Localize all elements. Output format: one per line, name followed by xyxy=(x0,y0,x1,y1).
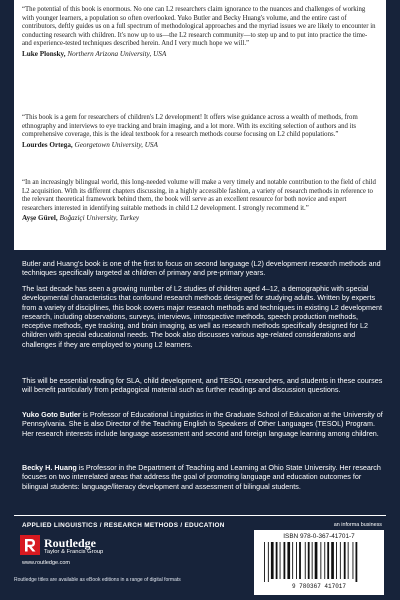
endorsement-2: “This book is a gem for researchers of children's L2 development! It offers wise guidance across a wealth of methods, from ethnography and interviews to eye tracking and brain imaging, and a lot more. With its exciting selection of authors and its comprehensive coverage, this is the ideal textbook for a research methods course focusing on L2 child populations.” Lourdes Ortega, Georgetown University, USA xyxy=(22,114,378,149)
description-para-3: This will be essential reading for SLA, child development, and TESOL researchers, and students in these courses will benefit particularly from pedagogical material such as further readings and discussion questions. xyxy=(22,376,383,395)
barcode-bar xyxy=(305,542,306,579)
endorsements-panel xyxy=(14,0,386,250)
endorsement-affiliation: Northern Arizona University, USA xyxy=(67,49,167,58)
barcode-bar xyxy=(356,542,358,582)
description-para-2: The last decade has seen a growing number of L2 studies of children aged 4–12, a demographic with special developmental characteristics that confound research methods designed for studying adults. Written by experts from a variety of disciplines, this book covers major research methods and techniques in existing L2 development research, including observations, surveys, interviews, introspective methods, speech production methods, receptive methods, eye tracking, and brain imaging, as well as research methods specifically designed for L2 children with special educational needs. The book also discusses various age-related considerations and challenges if they are employed to young L2 learners. xyxy=(22,284,382,349)
barcode-bar xyxy=(348,542,349,579)
ebook-note: Routledge titles are available as eBook editions in a range of digital formats xyxy=(14,577,181,583)
barcode-bar xyxy=(353,542,354,579)
endorsement-text: “This book is a gem for researchers of children's L2 development! It offers wise guidance across a wealth of methods, from ethnography and interviews to eye tracking and brain imaging, and a lot more. With its exciting selection of authors and its comprehensive coverage, this is the ideal textbook for a research methods course focusing on L2 child populations.” xyxy=(22,114,358,139)
barcode-bar xyxy=(320,542,321,579)
barcode-bar xyxy=(287,542,290,579)
endorsement-text: “The potential of this book is enormous. No one can L2 researchers claim ignorance to the nuances and challenges of working with younger learners, a population so often overlooked. Yuko Butler and Becky Huang's volume, and the entire cast of contributors, deftly guides us on a full spectrum of methodological approaches and the myriad issues we are likely to encounter in conducting research with children. It's now up to us—the L2 research community—to step up and to put into practice the time- and experience-tested techniques described herein. And I very much hope we will.” xyxy=(22,6,376,48)
author-bio-1 xyxy=(22,410,384,438)
barcode-bar xyxy=(340,542,341,579)
divider xyxy=(14,515,386,516)
endorsement-3: “In an increasingly bilingual world, this long-needed volume will make a very timely and notable contribution to the field of child L2 acquisition. With its different chapters discussing, in a highly accessible fashion, a variety of research methods in reference to the relevant theoretical framework behind them, the book will serve as an excellent resource for both novice and expert researchers interested in identifying suitable methods in child L2 development. I strongly recommend it.” Ayşe Gürel, Boğaziçi University, Turkey xyxy=(22,179,378,223)
endorsement-name: Ayşe Gürel xyxy=(22,214,56,223)
subject-categories: APPLIED LINGUISTICS / RESEARCH METHODS / EDUCATION xyxy=(22,522,225,529)
barcode-bar xyxy=(264,542,265,582)
barcode-bar xyxy=(327,542,329,579)
informa-tagline: an informa business xyxy=(333,522,382,528)
routledge-logo xyxy=(20,533,130,557)
author-name: Becky H. Huang xyxy=(22,463,77,472)
author-bio-text: is Professor in the Department of Teaching and Learning at Ohio State University. Her research focuses on two interrelated areas that address the goal of promoting language and education outcomes for bilingual students: language/literacy development and assessment of bilingual students. xyxy=(22,463,381,491)
publisher-group: Taylor & Francis Group xyxy=(44,549,104,555)
endorsement-affiliation: Boğaziçi University, Turkey xyxy=(59,214,140,223)
barcode-area xyxy=(254,530,384,595)
barcode-bar xyxy=(336,542,337,579)
publisher-website: www.routledge.com xyxy=(22,560,70,566)
barcode-bar xyxy=(271,542,274,579)
barcode-bar xyxy=(284,542,286,579)
author-name: Yuko Goto Butler xyxy=(22,410,81,419)
author-bio-text: is Professor of Educational Linguistics in the Graduate School of Education at the University of Pennsylvania. She is also Director of the Teaching English to Speakers of Other Languages (TESOL) Program. Her research interests include language assessment and second and foreign language learning among children. xyxy=(22,410,383,438)
barcode-bar xyxy=(331,542,334,579)
barcode-bar xyxy=(296,542,297,579)
isbn-label: ISBN 978-0-367-41701-7 xyxy=(283,533,355,540)
barcode-bar xyxy=(292,542,293,579)
barcode-bar xyxy=(312,542,313,579)
endorsement-name: Lourdes Ortega xyxy=(22,140,71,149)
barcode-bar xyxy=(268,542,269,582)
routledge-logo-icon xyxy=(20,535,40,555)
barcode-bar xyxy=(315,542,318,579)
barcode-bar xyxy=(344,542,346,579)
endorsement-name: Luke Plonsky xyxy=(22,49,64,58)
barcode-bar xyxy=(280,542,281,579)
endorsement-text: “In an increasingly bilingual world, this long-needed volume will make a very timely and notable contribution to the field of child L2 acquisition. With its different chapters discussing, in a highly accessible fashion, a variety of research methods in reference to the relevant theoretical framework behind them, the book will serve as an excellent resource for both novice and expert researchers interested in identifying suitable methods in child L2 development. I strongly recommend it.” xyxy=(22,179,376,212)
description-para-1: Butler and Huang's book is one of the first to focus on second language (L2) development research methods and techniques specifically targeted at children of primary and pre-primary years. xyxy=(22,259,381,278)
barcode-bar xyxy=(299,542,301,579)
publisher-name: Routledge xyxy=(44,536,96,550)
endorsement-affiliation: Georgetown University, USA xyxy=(74,140,158,149)
endorsement-1: “The potential of this book is enormous. No one can L2 researchers claim ignorance to the nuances and challenges of working with younger learners, a population so often overlooked. Yuko Butler and Becky Huang's volume, and the entire cast of contributors, deftly guides us on a full spectrum of methodological approaches and the myriad issues we are likely to encounter in conducting research with children. It's now up to us—the L2 research community—to step up and to put into practice the time- and experience-tested techniques described herein. And I very much hope we will.” Luke Plonsky, Northern Arizona University, USA xyxy=(22,6,378,59)
author-bio-2 xyxy=(22,463,384,491)
barcode-number: 9 780367 417017 xyxy=(291,583,346,590)
barcode-bar xyxy=(308,542,310,579)
barcode-bar xyxy=(276,542,278,579)
barcode-bar xyxy=(324,542,325,579)
barcode-icon xyxy=(262,542,376,582)
